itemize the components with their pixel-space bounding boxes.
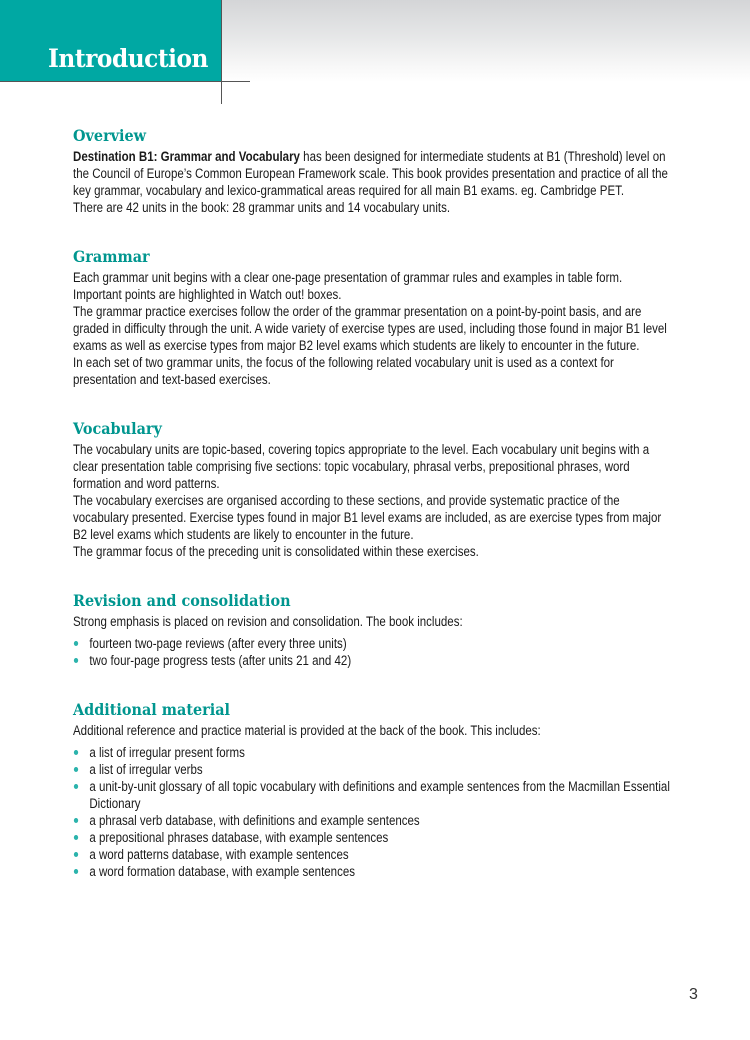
overview-paragraph-2: There are 42 units in the book: 28 grammar units and 14 vocabulary units.	[73, 200, 451, 215]
section-revision	[73, 591, 673, 669]
page-number: 3	[689, 986, 698, 1003]
section-grammar	[73, 247, 673, 388]
section-additional-material	[73, 700, 673, 880]
grammar-paragraph-1: Each grammar unit begins with a clear one-page presentation of grammar rules and examples in table form. Important points are highlighted in Watch out! boxes.	[73, 270, 623, 302]
section-heading: Additional material	[73, 700, 231, 719]
section-vocabulary	[73, 419, 673, 560]
vocabulary-paragraph-2: The vocabulary exercises are organised according to these sections, and provide systematic practice of the vocabulary presented. Exercise types found in major B1 level exams are included, as are exercise types from major B2 level exams which students are likely to encounter in the future.	[73, 493, 662, 542]
additional-list	[73, 744, 673, 880]
section-heading: Vocabulary	[73, 419, 162, 438]
section-heading: Grammar	[73, 247, 150, 266]
book-title: Destination B1: Grammar and Vocabulary	[73, 149, 300, 164]
grammar-paragraph-2: The grammar practice exercises follow the order of the grammar presentation on a point-by-point basis, and are graded in difficulty through the unit. A wide variety of exercise types are used, including those found in major B1 level exams as well as exercise types from major B2 level exams which students are likely to encounter in the future.	[73, 304, 667, 353]
vocabulary-paragraph-1: The vocabulary units are topic-based, covering topics appropriate to the level. Each vocabulary unit begins with a clear presentation table comprising five sections: topic vocabulary, phrasal verbs, prepositional phrases, word formation and word patterns.	[73, 442, 650, 491]
list-item: a prepositional phrases database, with example sentences	[73, 829, 672, 846]
list-item: two four-page progress tests (after units 21 and 42)	[73, 652, 672, 669]
section-heading: Revision and consolidation	[73, 591, 291, 610]
vocabulary-paragraph-3: The grammar focus of the preceding unit is consolidated within these exercises.	[73, 544, 479, 559]
section-heading: Overview	[73, 126, 147, 145]
page-content	[73, 126, 673, 911]
overview-paragraph-1-text: has been designed for intermediate students at B1 (Threshold) level on the Council of Europe’s Common European Framework scale. This book provides presentation and practice of all the key grammar, vocabulary and lexico-grammatical areas required for all main B1 exams. eg. Cambridge PET.	[73, 149, 668, 198]
section-overview	[73, 126, 673, 216]
additional-intro: Additional reference and practice material is provided at the back of the book. This includes:	[73, 723, 541, 738]
list-item: a phrasal verb database, with definitions and example sentences	[73, 812, 672, 829]
list-item: fourteen two-page reviews (after every three units)	[73, 635, 672, 652]
page-title: Introduction	[48, 44, 209, 73]
revision-list	[73, 635, 673, 669]
header-vertical-rule	[221, 0, 222, 104]
header-horizontal-rule	[0, 81, 250, 82]
list-item: a list of irregular present forms	[73, 744, 672, 761]
list-item: a list of irregular verbs	[73, 761, 672, 778]
grammar-paragraph-3: In each set of two grammar units, the focus of the following related vocabulary unit is used as a context for presentation and text-based exercises.	[73, 355, 614, 387]
list-item: a unit-by-unit glossary of all topic vocabulary with definitions and example sentences from the Macmillan Essential Dictionary	[73, 778, 672, 812]
revision-intro: Strong emphasis is placed on revision and consolidation. The book includes:	[73, 614, 463, 629]
overview-paragraph-1	[73, 148, 672, 199]
list-item: a word patterns database, with example sentences	[73, 846, 672, 863]
list-item: a word formation database, with example sentences	[73, 863, 672, 880]
